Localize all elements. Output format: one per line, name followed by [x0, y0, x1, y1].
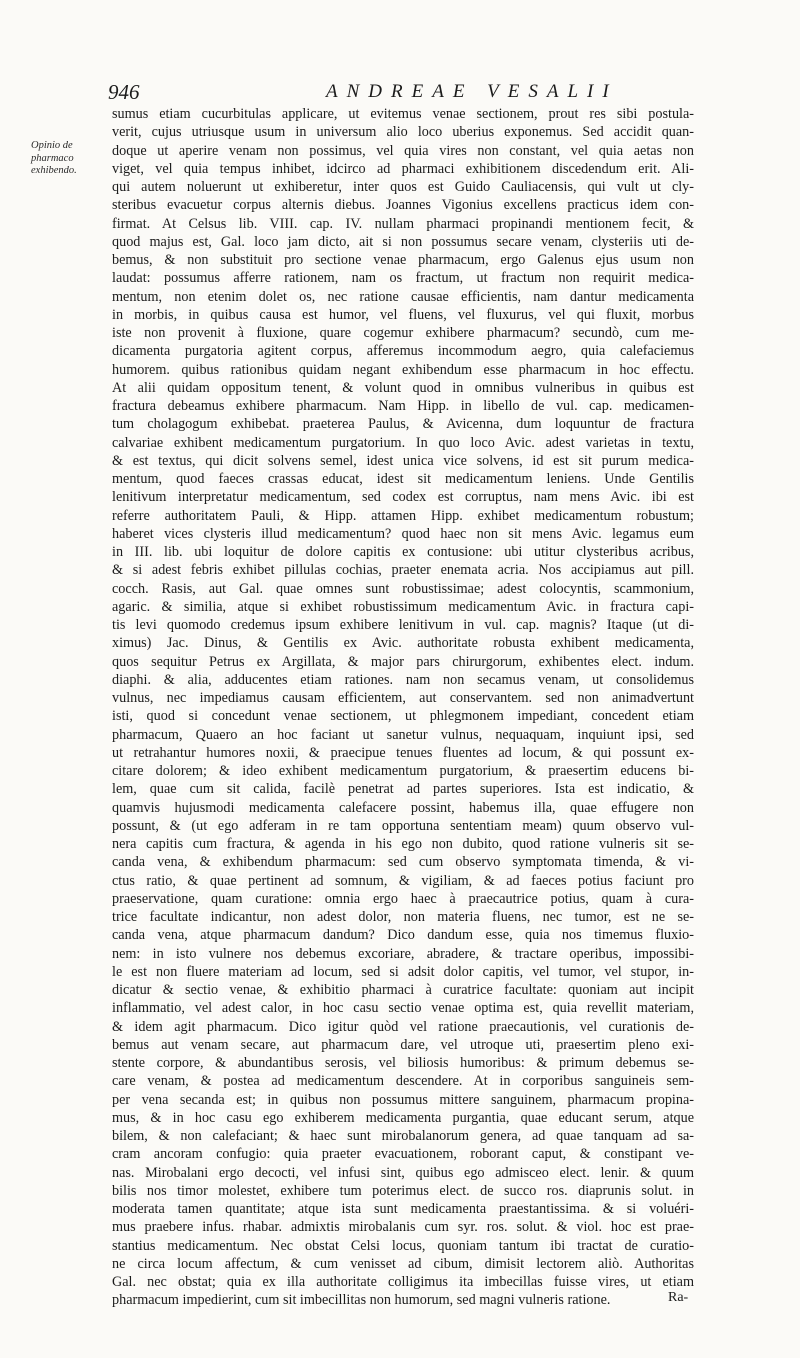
- text-line: stantius medicamentum. Nec obstat Celsi locus, quoniam tantum ibi tractat de curatio-: [112, 1237, 694, 1254]
- text-line: tis levi quomodo credemus ipsum exhibere lenitivum in vul. cap. magnis? Itaque (ut di-: [112, 617, 694, 633]
- text-line: ximus) Jac. Dinus, & Gentilis ex Avic. authoritate robusta exhibent medicamenta,: [112, 635, 694, 652]
- text-line: tum cholagogum exhibebat. praeterea Paulus, & Avicenna, dum loquuntur de fractura: [112, 416, 694, 433]
- text-line: cram ancoram confugio: quia praeter evacuationem, roborant caput, & constipant ve-: [112, 1146, 694, 1163]
- text-line: sumus etiam cucurbitulas applicare, ut evitemus venae sectionem, prout res sibi postula-: [112, 106, 694, 122]
- text-line: canda vena, atque pharmacum dandum? Dico dandum esse, quia nos timemus fluxio-: [112, 927, 694, 944]
- text-line: moderata tamen quantitate; atque ista sunt medicamenta praestantissima. & si voluéri-: [112, 1201, 694, 1217]
- text-line: diaphi. & alia, adducentes etiam rationes. nam non secamus venam, ut consolidemus: [112, 671, 694, 688]
- text-line: nas. Mirobalani ergo decocti, vel infusi sint, quibus ego admisceo elect. lenir. & quum: [112, 1164, 694, 1181]
- text-line: lenitivum interpretatur medicamentum, sed codex est corruptus, nam mens Avic. ibi est: [112, 489, 694, 506]
- text-line: bilis nos timor molestet, exhibere tum poterimus elect. de succo ros. diaprunis solut. in: [112, 1182, 694, 1199]
- text-line: nem: in isto vulnere nos debemus excoriare, abradere, & tractare operibus, impossibi-: [112, 945, 694, 962]
- text-line: trice facultate indicantur, non adest dolor, non materia fluens, nec tumor, est ne se-: [112, 909, 694, 925]
- text-line: fractura debeamus exhibere pharmacum. Nam Hipp. in libello de vul. cap. medicamen-: [112, 398, 694, 414]
- text-line: & si adest febris exhibet pillulas cochias, praeter enemata acria. Nos accipiamus aut pill.: [112, 562, 694, 579]
- running-head: ANDREAE VESALII: [326, 81, 618, 102]
- text-line: humorem. quibus rationibus quidam negant exhibendum esse pharmacum in hoc effectu.: [112, 361, 694, 378]
- text-line: per vena secanda est; in quibus non possumus mittere sanguinem, pharmacum propina-: [112, 1091, 694, 1108]
- catchword: Ra-: [668, 1290, 689, 1305]
- text-line: nera capitis cum fractura, & agenda in his ego non dubito, quod ratione vulneris sit se-: [112, 836, 694, 852]
- text-line: dicamenta purgatoria agitent corpus, afferemus incommodum aegro, quia calefaciemus: [112, 343, 694, 360]
- text-line: & est textus, qui dicit solvens semel, idest unica vice solvens, id est sit purum medica-: [112, 452, 694, 469]
- text-line: cocch. Rasis, aut Gal. quae omnes sunt robustissimae; adest colocyntis, scammonium,: [112, 580, 694, 597]
- text-line: ctus ratio, & quae pertinent ad somnum, & vigiliam, & ad faeces potius faciunt pro: [112, 872, 694, 889]
- text-line: dicatur & sectio venae, & exhibitio pharmaci à curatrice facultate: quoniam aut incipit: [112, 982, 694, 998]
- text-line: verit, cujus utriusque usum in universum alio loco uberius exponemus. Sed accidit quan-: [112, 124, 694, 141]
- text-line: inflammatio, vel adest calor, in hoc casu sectio venae optima est, quia revellit materiam,: [112, 1000, 694, 1017]
- text-line: Gal. nec obstat; quia ex illa authoritate colligimus ita imbecillas fuisse vires, ut etiam: [112, 1274, 694, 1290]
- text-line: bilem, & non calefaciant; & haec sunt mirobalanorum genera, ad quae tanquam ad sa-: [112, 1128, 694, 1144]
- text-line: iste non provenit à fluxione, quare cogemur exhibere pharmacum? secundò, cum me-: [112, 325, 694, 341]
- text-line: haberet vices clysteris illud medicamentum? quod haec non sit mens Avic. legamus eum: [112, 525, 694, 542]
- text-line: bemus aut venam secare, aut pharmacum dare, vel utroque uti, praesertim pleno exi-: [112, 1036, 694, 1053]
- text-line: viget, vel quia tempus inhibet, idcirco ad pharmaci exhibitionem discedendum erit. Ali-: [112, 160, 694, 177]
- text-line: ut retrahantur humores noxii, & praecipue tenues fluentes ad locum, & qui possunt ex-: [112, 744, 694, 761]
- text-line: praeservatione, quam curatione: omnia ergo haec à praecautrice potius, quam à cura-: [112, 890, 694, 907]
- text-line: citare dolorem; & ideo exhibent medicamentum purgatorium, & praesertim educens bi-: [112, 763, 694, 779]
- text-line: qui autem noluerunt ut exhiberetur, inter quos est Guido Cauliacensis, qui vult ut cly-: [112, 179, 694, 195]
- text-line: stente corpore, & abundantibus serosis, vel biliosis humoribus: & primum debemus se-: [112, 1055, 694, 1071]
- text-line: agaric. & similia, atque si exhibet robustissimum medicamentum Avic. in fractura capi-: [112, 598, 694, 615]
- text-line: in III. lib. ubi loquitur de dolore capitis ex contusione: ubi utitur clysteribus acribus,: [112, 544, 694, 560]
- text-line: lem, quae cum sit calida, facilè penetrat ad partes superiores. Ista est indicatio, &: [112, 781, 694, 798]
- text-line: pharmacum, Quaero an hoc faciant ut sanetur vulnus, nequaquam, inquiunt ipsi, sed: [112, 726, 694, 743]
- body-text: [112, 105, 694, 1310]
- text-line: mentum, non etenim dolet os, nec ratione causae efficientis, nam dantur medicamenta: [112, 288, 694, 305]
- text-line: calvariae exhibent medicamentum purgatorium. In quo loco Avic. adest varietas in textu,: [112, 434, 694, 451]
- text-line: care venam, & postea ad medicamentum descendere. At in corporibus sanguineis sem-: [112, 1073, 694, 1090]
- text-line: possunt, & (ut ego adferam in re tam opportuna sententiam meam) quum observo vul-: [112, 817, 694, 834]
- text-line: pharmacum impedierint, cum sit imbecillitas non humorum, sed magni vulneris ratione.: [112, 1292, 611, 1309]
- text-line: quos sequitur Petrus ex Argillata, & major pars chirurgorum, exhibentes elect. indum.: [112, 653, 694, 670]
- text-line: & idem agit pharmacum. Dico igitur quòd vel ratione praecautionis, vel curationis de-: [112, 1018, 694, 1035]
- text-line: mus, & in hoc casu ego exhiberem medicamenta purgantia, quae educant serum, atque: [112, 1109, 694, 1126]
- text-line: At alii quidam oppositum tenent, & volunt quod in omnibus vulneribus in quibus est: [112, 379, 694, 396]
- text-line: isti, quod si concedunt venae sectionem, ut phlegmonem impediant, concedent etiam: [112, 708, 694, 725]
- text-line: quod majus est, Gal. loco jam dicto, ait si non possumus secare venam, clysteriis uti de-: [112, 233, 694, 250]
- text-line: le est non fluere materiam ad locum, sed si adsit dolor capitis, vel tumor, vel stupor, in-: [112, 963, 694, 980]
- marginal-note: Opinio de pharmaco exhibendo.: [31, 140, 77, 176]
- page-number: 946: [108, 80, 140, 104]
- text-line: referre authoritatem Pauli, & Hipp. attamen Hipp. exhibet medicamentum robustum;: [112, 507, 694, 524]
- text-line: bemus, & non substituit pro sectione venae pharmacum, ergo Galenus ejus usum non: [112, 252, 694, 268]
- page-header: [100, 78, 700, 108]
- text-line: canda vena, & exhibendum pharmacum: sed cum observo symptomata timenda, & vi-: [112, 854, 694, 871]
- text-line: laudat: possumus afferre rationem, nam os fractum, ut fractum non requirit medica-: [112, 270, 694, 287]
- text-line: ne circa locum affectum, & cum venisset ad cibum, dimisit lectorem aliò. Authoritas: [112, 1255, 694, 1272]
- text-line: firmat. At Celsus lib. VIII. cap. IV. nullam pharmaci propinandi mentionem fecit, &: [112, 215, 694, 232]
- text-line: steribus evacuetur corpus alternis diebus. Joannes Vigonius excellens practicus idem con-: [112, 197, 694, 214]
- text-line: doque ut aperire venam non possimus, vel quia vires non constant, vel quia aetas non: [112, 142, 694, 159]
- text-line: mentum, quod faeces crassas educat, idest sit medicamentum leniens. Unde Gentilis: [112, 471, 694, 487]
- text-line: vulnus, nec impediamus causam efficientem, aut conservantem. sed non animadvertunt: [112, 690, 694, 706]
- text-line: in morbis, in quibus causa est humor, vel fluens, vel fluxurus, vel qui fluxit, morbus: [112, 306, 694, 323]
- text-line: mus praebere infus. rhabar. admixtis mirobalanis cum syr. ros. solut. & viol. hoc est prae-: [112, 1219, 694, 1236]
- text-line: quamvis hujusmodi medicamenta calefacere possint, habemus illa, quae effugere non: [112, 799, 694, 816]
